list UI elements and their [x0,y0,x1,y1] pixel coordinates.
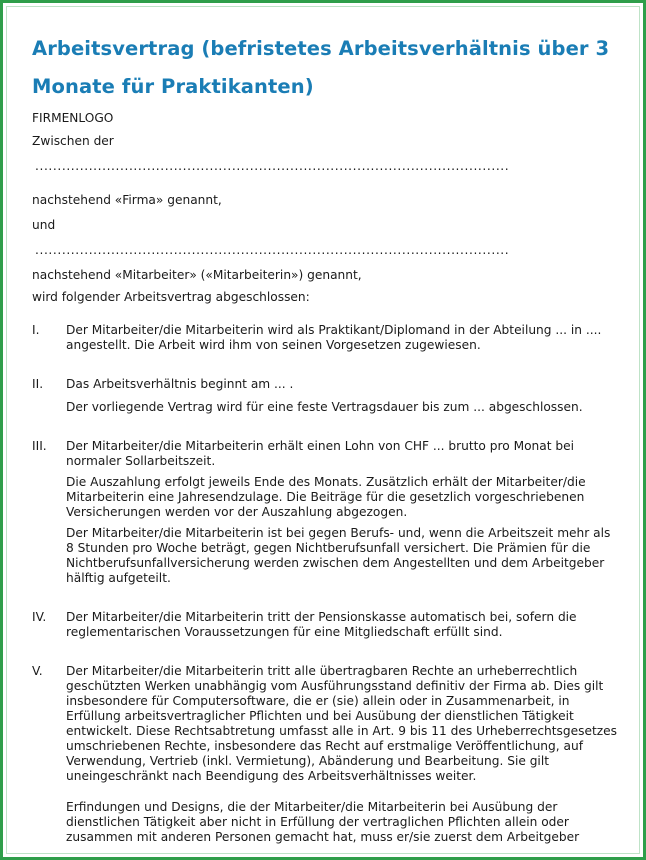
party-line-firma: .......................................................................................................... [35,159,510,173]
section-paragraph: Der Mitarbeiter/die Mitarbeiterin tritt der Pensionskasse automatisch bei, sofern die reglementarischen Voraussetzungen für eine Mitgliedschaft erfüllt sind. [66,610,577,639]
section-number: III. [32,439,47,453]
firma-designation: nachstehend «Firma» genannt, [32,193,222,207]
party-line-mitarbeiter: .......................................................................................................... [35,243,510,257]
section-1 [32,323,617,357]
section-number: V. [32,664,43,678]
section-number: II. [32,377,44,391]
section-spacer [66,788,617,796]
document-body [32,30,617,849]
section-paragraph: Erfindungen und Designs, die der Mitarbeiter/die Mitarbeiterin bei Ausübung der dienstlichen Tätigkeit aber nicht in Erfüllung der vertraglichen Pflichten allein oder zusammen mit anderen Personen gemacht hat, muss er/sie zuerst dem Arbeitgeber [66,800,580,844]
section-5 [32,664,617,849]
contract-intro: wird folgender Arbeitsvertrag abgeschlossen: [32,290,310,304]
section-paragraph: Der Mitarbeiter/die Mitarbeiterin erhält einen Lohn von CHF ... brutto pro Monat bei normaler Sollarbeitszeit. [66,439,575,468]
section-paragraph: Der vorliegende Vertrag wird für eine feste Vertragsdauer bis zum ... abgeschlossen. [66,400,583,414]
section-paragraph: Der Mitarbeiter/die Mitarbeiterin tritt alle übertragbaren Rechte an urheberrechtlich geschützten Werken unabhängig vom Ausführungsstand definitiv der Firma ab. Dies gilt insbesondere für Computersoftware, die er (sie) allein oder in Zusammenarbeit, in Erfüllung arbeitsvertraglicher Pflichten und bei Ausübung der dienstlichen Tätigkeit entwickelt. Diese Rechtsabtretung umfasst alle in Art. 9 bis 11 des Urheberrechtsgesetzes umschriebenen Rechte, insbesondere das Recht auf erstmalige Veröffentlichung, auf Verwendung, Vertrieb (inkl. Vermietung), Abänderung und Bearbeitung. Sie gilt uneingeschränkt nach Beendigung des Arbeitsverhältnisses weiter. [66,664,617,783]
section-paragraph: Das Arbeitsverhältnis beginnt am ... . [66,377,294,391]
section-4 [32,610,617,644]
section-paragraph: Die Auszahlung erfolgt jeweils Ende des Monats. Zusätzlich erhält der Mitarbeiter/die Mitarbeiterin eine Jahresendzulage. Die Beiträge für die gesetzlich vorgeschriebenen Versicherungen werden vor der Auszahlung abgezogen. [66,475,586,519]
and-label: und [32,218,56,232]
between-label: Zwischen der [32,134,114,148]
company-logo-placeholder: FIRMENLOGO [32,111,114,125]
mitarbeiter-designation: nachstehend «Mitarbeiter» («Mitarbeiterin») genannt, [32,268,362,282]
section-number: I. [32,323,40,337]
document-title: Arbeitsvertrag (befristetes Arbeitsverhältnis über 3 Monate für Praktikanten) [32,37,610,98]
section-number: IV. [32,610,47,624]
section-paragraph: Der Mitarbeiter/die Mitarbeiterin ist bei gegen Berufs- und, wenn die Arbeitszeit mehr als 8 Stunden pro Woche beträgt, gegen Nichtberufsunfall versichert. Die Prämien für die Nichtberufsunfallversicherung werden zwischen dem Angestellten und dem Arbeitgeber hälftig aufgeteilt. [66,526,611,585]
section-paragraph: Der Mitarbeiter/die Mitarbeiterin wird als Praktikant/Diplomand in der Abteilung ... in .... angestellt. Die Arbeit wird ihm von seinen Vorgesetzen zugewiesen. [66,323,602,352]
section-2 [32,377,617,419]
section-3 [32,439,617,590]
